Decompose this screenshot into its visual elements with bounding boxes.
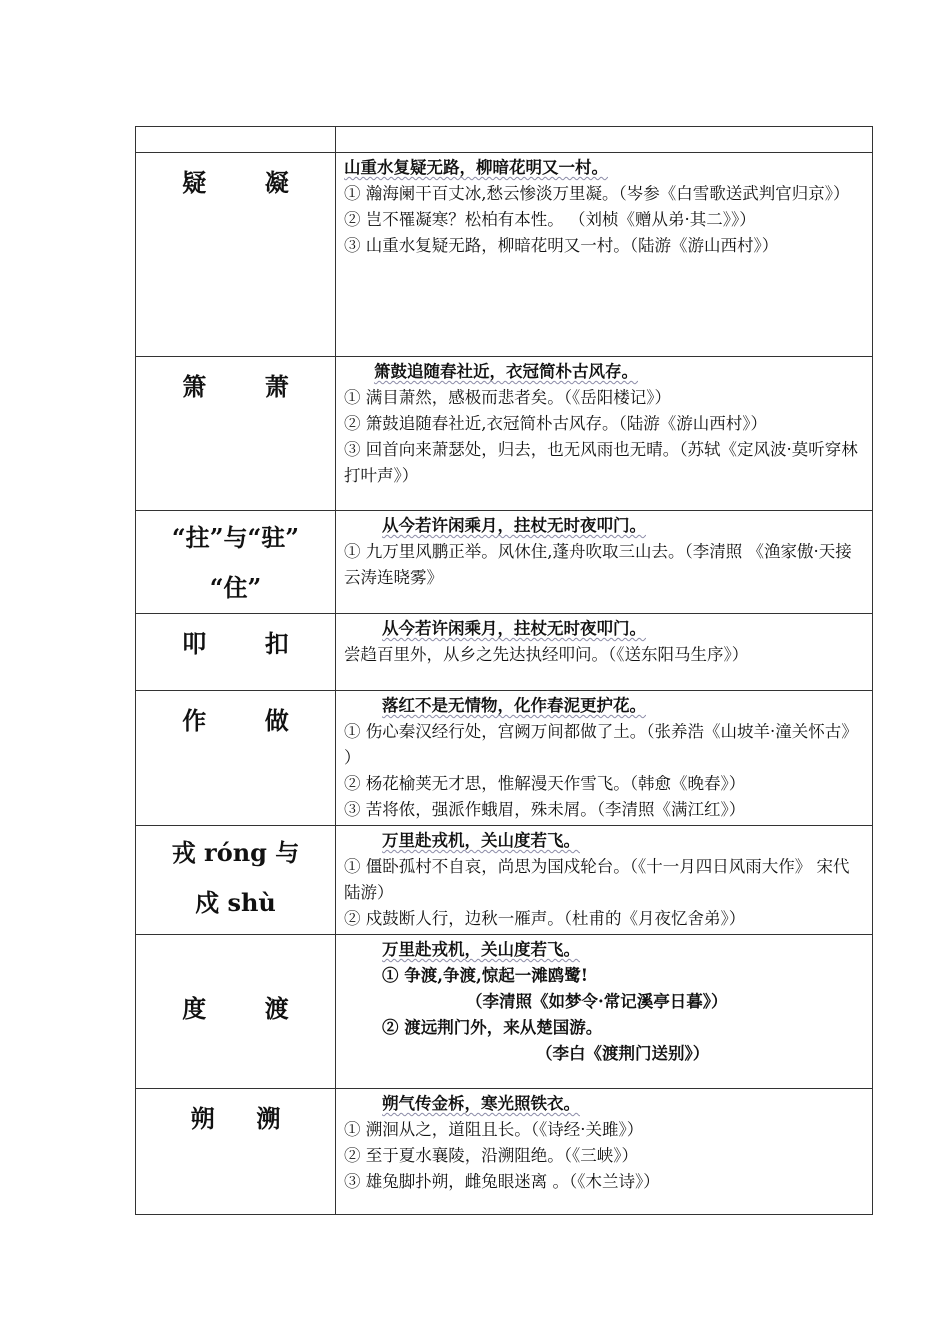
example-cell: [336, 153, 873, 357]
key-sentence: 从今若许闲乘月，拄杖无时夜叩门。: [382, 516, 646, 535]
example-cell: [336, 1089, 873, 1215]
vocab-table: [135, 126, 873, 1215]
example-line: ① 瀚海阑干百丈冰,愁云惨淡万里凝。（岑参《白雪歌送武判官归京》）: [344, 184, 850, 203]
example-line: ② 岂不罹凝寒？松柏有本性。 （刘桢《赠从弟·其二》》）: [344, 210, 756, 229]
example-line: ② 戍鼓断人行，边秋一雁声。（杜甫的《月夜忆舍弟》）: [344, 909, 746, 928]
table-row: [136, 357, 873, 511]
header-cell-right: [336, 127, 873, 153]
example-cell: [336, 511, 873, 614]
term-label: 度 渡: [182, 994, 289, 1023]
example-line: ① 僵卧孤村不自哀，尚思为国戍轮台。（《十一月四日风雨大作》 宋代 陆游）: [344, 857, 850, 902]
example-cell: [336, 357, 873, 511]
term-cell: [136, 1089, 336, 1215]
header-cell-left: [136, 127, 336, 153]
table-row: [136, 1089, 873, 1215]
table-row: [136, 511, 873, 614]
key-sentence: 朔气传金柝，寒光照铁衣。: [382, 1094, 580, 1113]
example-line: ② 箫鼓追随春社近,衣冠简朴古风存。（陆游《游山西村》）: [344, 414, 767, 433]
example-line: ③ 苦将侬，强派作蛾眉，殊未屑。（李清照《满江红》）: [344, 800, 746, 819]
table-row: [136, 691, 873, 826]
example-line: ② 杨花榆荚无才思，惟解漫天作雪飞。（韩愈《晚春》）: [344, 774, 746, 793]
key-sentence: 万里赴戎机，关山度若飞。: [382, 831, 580, 850]
term-cell: [136, 691, 336, 826]
example-line: ③ 回首向来萧瑟处，归去，也无风雨也无晴。（苏轼《定风波·莫听穿林打叶声》）: [344, 440, 858, 485]
example-line: ① 溯洄从之，道阻且长。（《诗经·关雎》）: [344, 1120, 644, 1139]
key-sentence: 万里赴戎机，关山度若飞。: [382, 940, 580, 959]
term-label: 箫 萧: [182, 372, 289, 401]
table-row: [136, 153, 873, 357]
key-sentence: 箫鼓追随春社近，衣冠简朴古风存。: [374, 362, 638, 381]
term-cell: [136, 614, 336, 691]
term-cell: [136, 935, 336, 1089]
key-sentence: 山重水复疑无路，柳暗花明又一村。: [344, 158, 608, 177]
table-row: [136, 935, 873, 1089]
example-line: ② 至于夏水襄陵，沿溯阻绝。（《三峡》）: [344, 1146, 638, 1165]
example-line: ③ 雄兔脚扑朔，雌兔眼迷离 。（《木兰诗》）: [344, 1172, 660, 1191]
term-cell: [136, 511, 336, 614]
term-label: 叩 扣: [182, 629, 289, 658]
key-sentence: 从今若许闲乘月，拄杖无时夜叩门。: [382, 619, 646, 638]
term-cell: [136, 357, 336, 511]
example-source: （李白《渡荆门送别》）: [536, 1044, 710, 1063]
table-row: [136, 614, 873, 691]
term-label: 戎 róng 与: [171, 838, 300, 867]
example-line: 尝趋百里外，从乡之先达执经叩问。（《送东阳马生序》）: [344, 645, 749, 664]
example-cell: [336, 691, 873, 826]
example-source: （李清照《如梦令·常记溪亭日暮》）: [466, 992, 728, 1011]
term-label: “住”: [209, 573, 262, 602]
example-line: ① 九万里风鹏正举。风休住,蓬舟吹取三山去。（李清照 《渔家傲·天接云涛连晓雾》: [344, 542, 852, 587]
term-cell: [136, 826, 336, 935]
term-cell: [136, 153, 336, 357]
example-line: ① 满目萧然，感极而悲者矣。（《岳阳楼记》）: [344, 388, 671, 407]
table-header-row: [136, 127, 873, 153]
term-label: “拄”与“驻”: [171, 523, 300, 552]
example-line: ① 争渡,争渡,惊起一滩鸥鹭!: [382, 966, 588, 985]
example-cell: [336, 935, 873, 1089]
example-cell: [336, 826, 873, 935]
key-sentence: 落红不是无情物，化作春泥更护花。: [382, 696, 646, 715]
example-line: ① 伤心秦汉经行处，宫阙万间都做了土。（张养浩《山坡羊·潼关怀古》 ）: [344, 722, 858, 767]
term-label: 戍 shù: [195, 888, 276, 917]
term-label: 朔 溯: [190, 1104, 281, 1133]
table-row: [136, 826, 873, 935]
example-line: ③ 山重水复疑无路，柳暗花明又一村。（陆游《游山西村》）: [344, 236, 779, 255]
example-line: ② 渡远荆门外，来从楚国游。: [382, 1018, 603, 1037]
example-cell: [336, 614, 873, 691]
term-label: 疑 凝: [182, 168, 289, 197]
term-label: 作 做: [182, 706, 289, 735]
